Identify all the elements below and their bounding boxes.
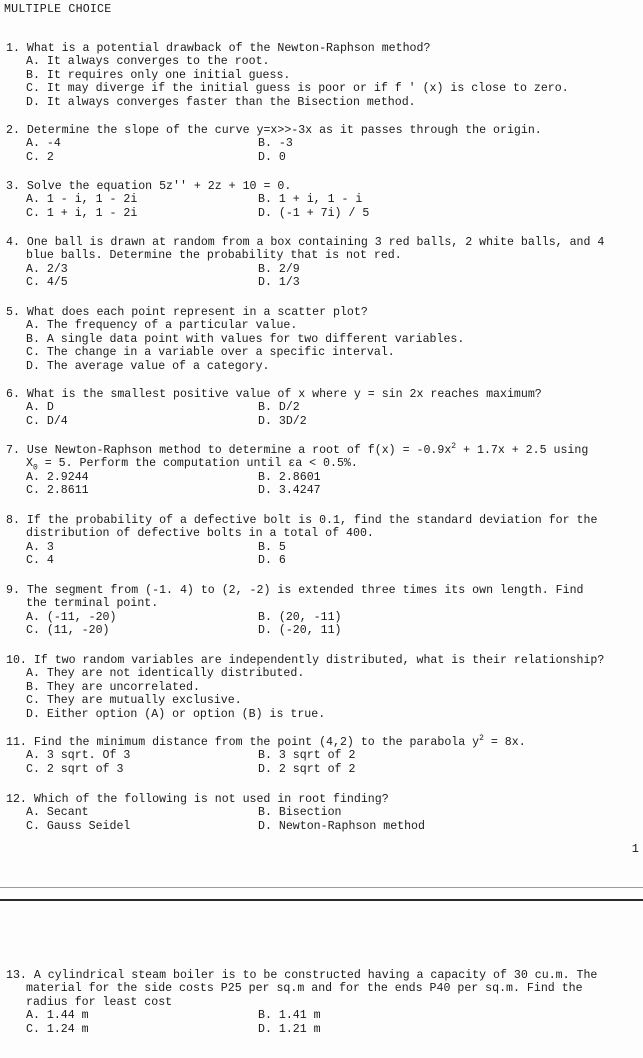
option-b[interactable]: B. Bisection [258,806,342,820]
option-a[interactable]: A. 3 [26,540,54,554]
page-break-rule [0,899,643,901]
question-number: 13. [6,969,27,982]
question-13 [6,969,642,1036]
question-number: 12. [6,793,27,806]
option-c[interactable]: C. 1 + i, 1 - 2i [26,206,138,220]
section-header: MULTIPLE CHOICE [4,3,112,16]
option-b[interactable]: B. They are uncorrelated. [26,680,200,694]
question-10 [6,654,642,721]
option-a[interactable]: A. They are not identically distributed. [26,667,305,681]
question-stem: The segment from (-1. 4) to (2, -2) is extended three times its own length. Find [26,584,584,597]
subscript: 0 [32,463,38,473]
exponent: 2 [479,734,484,744]
question-stem-continued: distribution of defective bolts in a total of 400. [26,527,374,541]
options-grid [6,611,642,638]
option-d[interactable]: D. Either option (A) or option (B) is true. [26,707,326,721]
question-number: 1. [6,42,20,55]
question-stem-continued: radius for least cost [26,995,173,1009]
options-grid [6,749,642,776]
question-3 [6,180,642,220]
question-number: 5. [6,306,20,319]
option-a[interactable]: A. 1.44 m [26,1009,89,1023]
question-2 [6,124,642,164]
option-c[interactable]: C. (11, -20) [26,624,110,638]
question-number: 7. [6,444,20,457]
option-d[interactable]: D. Newton-Raphson method [258,819,425,833]
option-a[interactable]: A. 1 - i, 1 - 2i [26,193,138,207]
question-number: 6. [6,388,20,401]
question-number: 3. [6,180,20,193]
question-number: 11. [6,736,27,749]
option-a[interactable]: A. The frequency of a particular value. [26,319,298,333]
question-4 [6,236,642,290]
question-stem-continued: = 5. Perform the computation until εa < 0.5%. [37,457,358,471]
option-b[interactable]: B. 5 [258,540,286,554]
question-stem-continued: blue balls. Determine the probability that is not red. [26,249,402,263]
question-number: 10. [6,654,27,667]
option-d[interactable]: D. 6 [258,554,286,568]
option-c[interactable]: C. They are mutually exclusive. [26,694,242,708]
question-stem-tail: = 8x. [483,736,526,749]
question-stem: If the probability of a defective bolt is 0.1, find the standard deviation for the [26,514,598,527]
page-number: 1 [631,842,639,856]
options-list [6,319,642,373]
options-grid [6,193,642,220]
option-d[interactable]: D. 2 sqrt of 2 [258,762,356,776]
options-list [6,667,642,721]
option-a[interactable]: A. 3 sqrt. Of 3 [26,749,131,763]
option-b[interactable]: B. 2/9 [258,262,300,276]
question-9 [6,584,642,638]
option-c[interactable]: C. 1.24 m [26,1022,89,1036]
question-number: 2. [6,124,20,137]
option-c[interactable]: C. 4/5 [26,276,68,290]
options-grid [6,541,642,568]
option-d[interactable]: D. (-20, 11) [258,624,342,638]
option-c[interactable]: C. D/4 [26,414,68,428]
question-stem-continued: the terminal point. [26,597,159,611]
option-c[interactable]: C. 2 sqrt of 3 [26,762,124,776]
question-stem: A cylindrical steam boiler is to be constructed having a capacity of 30 cu.m. The [33,969,598,982]
option-d[interactable]: D. 3.4247 [258,484,321,498]
question-7 [6,444,642,498]
option-b[interactable]: B. D/2 [258,401,300,415]
option-a[interactable]: A. Secant [26,806,89,820]
options-grid [6,401,642,428]
option-b[interactable]: B. 2.8601 [258,470,321,484]
options-grid [6,806,642,833]
option-c[interactable]: C. 4 [26,554,54,568]
option-c[interactable]: C. Gauss Seidel [26,819,131,833]
question-stem: Use Newton-Raphson method to determine a root of f(x) = -0.9x [26,444,452,457]
option-a[interactable]: A. 2.9244 [26,470,89,484]
question-stem: Determine the slope of the curve y=x>>-3x as it passes through the origin. [26,124,542,137]
option-b[interactable]: B. It requires only one initial guess. [26,68,291,82]
option-d[interactable]: D. 0 [258,150,286,164]
option-b[interactable]: B. 1.41 m [258,1009,321,1023]
option-a[interactable]: A. (-11, -20) [26,610,117,624]
options-grid [6,471,642,498]
options-grid [6,1009,642,1036]
option-a[interactable]: A. It always converges to the root. [26,55,270,69]
exponent: 2 [451,442,457,452]
option-b[interactable]: B. 1 + i, 1 - i [258,193,363,207]
option-c[interactable]: C. 2.8611 [26,484,89,498]
option-b[interactable]: B. -3 [258,137,293,151]
option-b[interactable]: B. A single data point with values for two different variables. [26,332,465,346]
option-c[interactable]: C. 2 [26,150,54,164]
option-b[interactable]: B. (20, -11) [258,610,342,624]
question-stem: Which of the following is not used in root finding? [33,793,389,806]
option-d[interactable]: D. 1.21 m [258,1022,321,1036]
option-d[interactable]: D. The average value of a category. [26,359,270,373]
question-stem: One ball is drawn at random from a box containing 3 red balls, 2 white balls, and 4 [26,236,605,249]
question-6 [6,388,642,428]
option-d[interactable]: D. 3D/2 [258,414,307,428]
option-a[interactable]: A. 2/3 [26,262,68,276]
option-c[interactable]: C. The change in a variable over a specific interval. [26,346,395,360]
option-b[interactable]: B. 3 sqrt of 2 [258,749,356,763]
variable-x: X [26,457,33,471]
question-1 [6,42,642,109]
question-stem: What does each point represent in a scatter plot? [26,306,368,319]
question-number: 4. [6,236,20,249]
question-stem: Solve the equation 5z'' + 2z + 10 = 0. [26,180,292,193]
question-stem-continued: material for the side costs P25 per sq.m and for the ends P40 per sq.m. Find the [26,982,583,996]
options-grid [6,263,642,290]
option-d[interactable]: D. It always converges faster than the Bisection method. [26,95,416,109]
option-a[interactable]: A. -4 [26,137,61,151]
question-8 [6,514,642,568]
question-number: 8. [6,514,20,527]
question-stem: If two random variables are independently distributed, what is their relationship? [33,654,605,667]
options-grid [6,137,642,164]
question-stem-tail: + 1.7x + 2.5 using [456,444,589,457]
question-12 [6,793,642,833]
option-c[interactable]: C. It may diverge if the initial guess is poor or if f ' (x) is close to zero. [26,82,569,96]
options-list [6,55,642,109]
question-11 [6,736,642,776]
question-stem: What is the smallest positive value of x where y = sin 2x reaches maximum? [26,388,542,401]
option-a[interactable]: A. D [26,401,54,415]
question-number: 9. [6,584,20,597]
question-stem: Find the minimum distance from the point (4,2) to the parabola y [33,736,480,749]
option-d[interactable]: D. 1/3 [258,276,300,290]
question-stem: What is a potential drawback of the Newton-Raphson method? [26,42,431,55]
option-d[interactable]: D. (-1 + 7i) / 5 [258,206,370,220]
page-break-line [0,887,643,888]
question-5 [6,306,642,373]
